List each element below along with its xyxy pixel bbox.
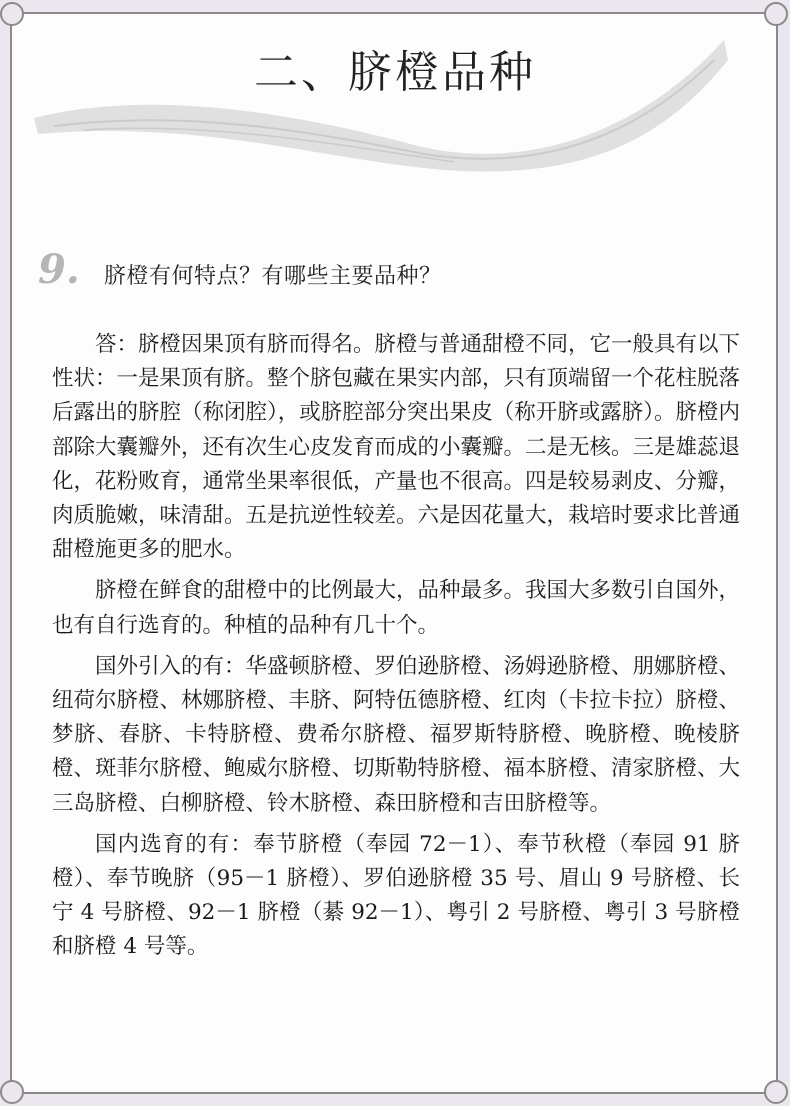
frame-corner	[0, 1080, 24, 1104]
paragraph: 答：脐橙因果顶有脐而得名。脐橙与普通甜橙不同，它一般具有以下性状：一是果顶有脐。整个脐包藏在果实内部，只有顶端留一个花柱脱落后露出的脐腔（称闭腔），或脐腔部分突出果皮（称开脐或露脐）。脐橙内部除大囊瓣外，还有次生心皮发育而成的小囊瓣。二是无核。三是雄蕊退化，花粉败育，通常坐果率很低，产量也不很高。四是较易剥皮、分瓣，肉质脆嫩，味清甜。五是抗逆性较差。六是因花量大，栽培时要求比普通甜橙施更多的肥水。	[52, 332, 741, 563]
frame-corner	[0, 2, 24, 26]
frame-corner	[764, 1080, 788, 1104]
answer-body	[52, 328, 740, 972]
paragraph: 国外引入的有：华盛顿脐橙、罗伯逊脐橙、汤姆逊脐橙、朋娜脐橙、纽荷尔脐橙、林娜脐橙、丰脐、阿特伍德脐橙、红肉（卡拉卡拉）脐橙、梦脐、春脐、卡特脐橙、费希尔脐橙、福罗斯特脐橙、晚脐橙、晚棱脐橙、斑菲尔脐橙、鲍威尔脐橙、切斯勒特脐橙、福本脐橙、清家脐橙、大三岛脐橙、白柳脐橙、铃木脐橙、森田脐橙和吉田脐橙等。	[52, 653, 741, 816]
frame-corner	[764, 2, 788, 26]
paragraph: 国内选育的有：奉节脐橙（奉园 72－1）、奉节秋橙（奉园 91 脐橙）、奉节晚脐（95－1 脐橙）、罗伯逊脐橙 35 号、眉山 9 号脐橙、长宁 4 号脐橙、92－1 脐橙（綦 92－1）、粤引 2 号脐橙、粤引 3 号脐橙和脐橙 4 号等。	[52, 831, 740, 960]
question-heading	[38, 246, 442, 293]
chapter-title: 二、脐橙品种	[254, 47, 536, 98]
paragraph: 脐橙在鲜食的甜橙中的比例最大，品种最多。我国大多数引自国外，也有自行选育的。种植的品种有几十个。	[52, 578, 741, 638]
question-text: 脐橙有何特点？有哪些主要品种？	[104, 264, 442, 289]
question-number: 9.	[38, 246, 80, 293]
